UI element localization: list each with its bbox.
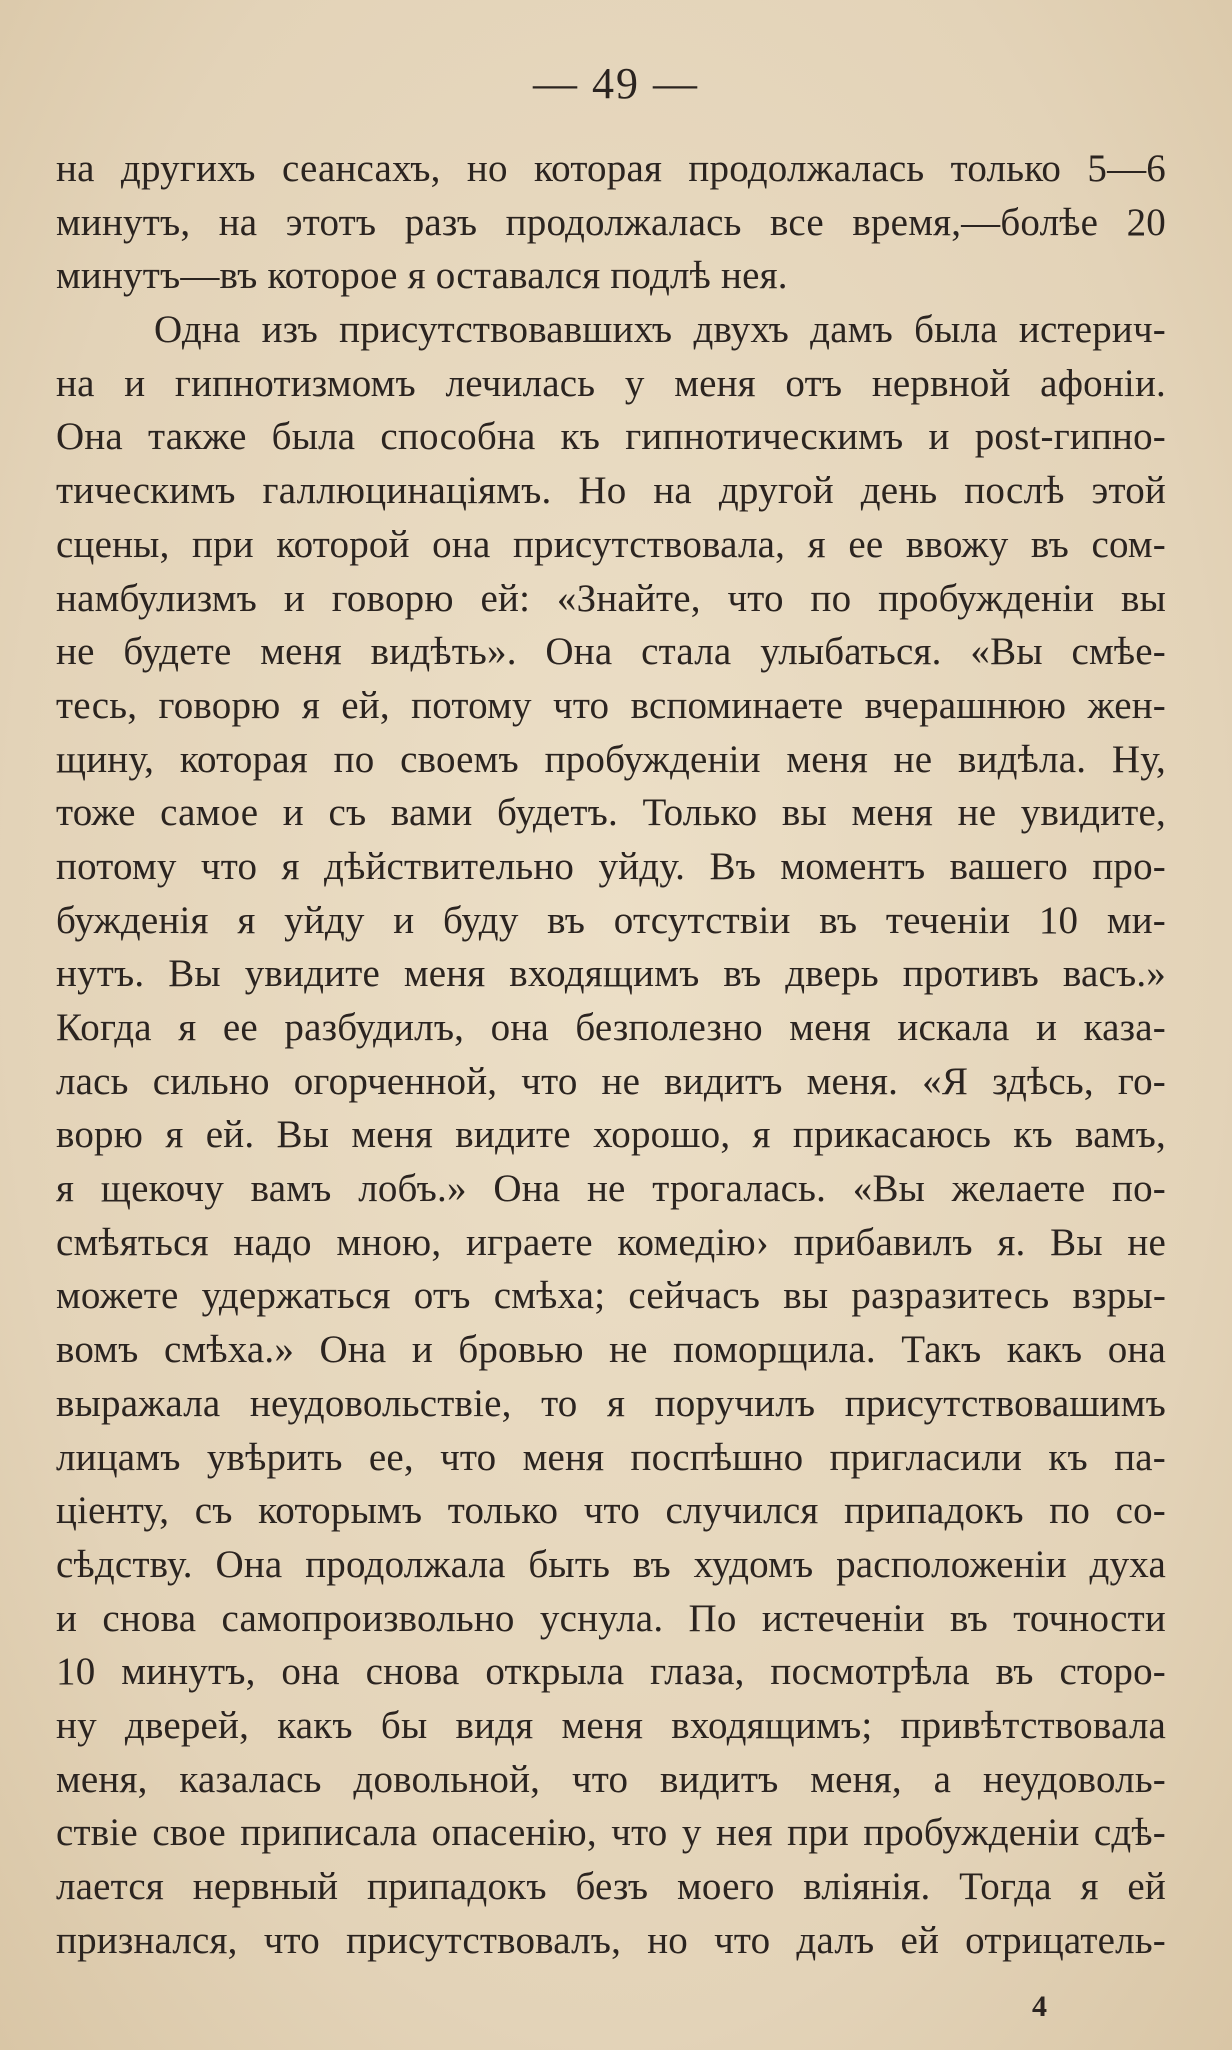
text-line: намбулизмъ и говорю ей: «Знайте, что по пробужденіи вы <box>56 576 1166 620</box>
text-line: бужденія я уйду и буду въ отсутствіи въ теченіи 10 ми- <box>56 898 1166 942</box>
text-line: признался, что присутствовалъ, но что далъ ей отрицатель- <box>56 1918 1166 1962</box>
text-line: лицамъ увѣрить ее, что меня поспѣшно пригласили къ па- <box>56 1435 1166 1479</box>
text-line: выражала неудовольствіе, то я поручилъ присутствовашимъ <box>56 1381 1166 1425</box>
text-line: 10 минутъ, она снова открыла глаза, посмотрѣла въ сторо- <box>56 1650 1166 1694</box>
text-line: на и гипнотизмомъ лечилась у меня отъ нервной афоніи. <box>56 361 1166 405</box>
text-line: сцены, при которой она присутствовала, я ее ввожу въ сом- <box>56 522 1166 566</box>
text-line: Она также была способна къ гипнотическимъ и post-гипно- <box>56 415 1166 459</box>
text-line: не будете меня видѣть». Она стала улыбаться. «Вы смѣе- <box>56 630 1166 674</box>
text-line: нутъ. Вы увидите меня входящимъ въ дверь противъ васъ.» <box>56 952 1166 996</box>
text-line: меня, казалась довольной, что видитъ меня, а неудоволь- <box>56 1757 1166 1801</box>
text-line: сѣдству. Она продолжала быть въ худомъ расположеніи духа <box>56 1542 1166 1586</box>
body-text <box>56 142 1166 1967</box>
text-line: тическимъ галлюцинаціямъ. Но на другой день послѣ этой <box>56 469 1166 513</box>
signature-mark: 4 <box>1032 1990 1047 2023</box>
text-line: ствіе свое приписала опасенію, что у нея при пробужденіи сдѣ- <box>56 1811 1166 1855</box>
text-line: ціенту, съ которымъ только что случился припадокъ по со- <box>56 1489 1166 1533</box>
text-line: ворю я ей. Вы меня видите хорошо, я прикасаюсь къ вамъ, <box>56 1113 1166 1157</box>
text-line: я щекочу вамъ лобъ.» Она не трогалась. «Вы желаете по- <box>56 1167 1166 1211</box>
text-line: и снова самопроизвольно уснула. По истеченіи въ точности <box>56 1596 1166 1640</box>
text-line: тесь, говорю я ей, потому что вспоминаете вчерашнюю жен- <box>56 683 1166 727</box>
text-line: Одна изъ присутствовавшихъ двухъ дамъ была истерич- <box>154 308 1166 352</box>
text-line: потому что я дѣйствительно уйду. Въ моментъ вашего про- <box>56 844 1166 888</box>
text-line: на другихъ сеансахъ, но которая продолжалась только 5—6 <box>56 147 1166 190</box>
text-line: смѣяться надо мною, играете комедію› прибавилъ я. Вы не <box>56 1220 1166 1264</box>
text-line: вомъ смѣха.» Она и бровью не поморщила. Такъ какъ она <box>56 1328 1166 1372</box>
text-line: минутъ, на этотъ разъ продолжалась все время,—болѣе 20 <box>56 200 1166 244</box>
text-line: минутъ—въ которое я оставался подлѣ нея. <box>56 254 788 298</box>
text-line: лается нервный припадокъ безъ моего вліянія. Тогда я ей <box>56 1865 1166 1908</box>
page-number: — 49 — <box>533 59 699 108</box>
text-line: можете удержаться отъ смѣха; сейчасъ вы разразитесь взры- <box>56 1274 1166 1318</box>
text-line: лась сильно огорченной, что не видитъ меня. «Я здѣсь, го- <box>56 1059 1166 1103</box>
text-line: тоже самое и съ вами будетъ. Только вы меня не увидите, <box>56 791 1166 835</box>
text-line: щину, которая по своемъ пробужденіи меня не видѣла. Ну, <box>56 737 1166 781</box>
text-line: ну дверей, какъ бы видя меня входящимъ; привѣтствовала <box>56 1703 1166 1747</box>
text-line: Когда я ее разбудилъ, она безполезно меня искала и каза- <box>56 1006 1166 1049</box>
